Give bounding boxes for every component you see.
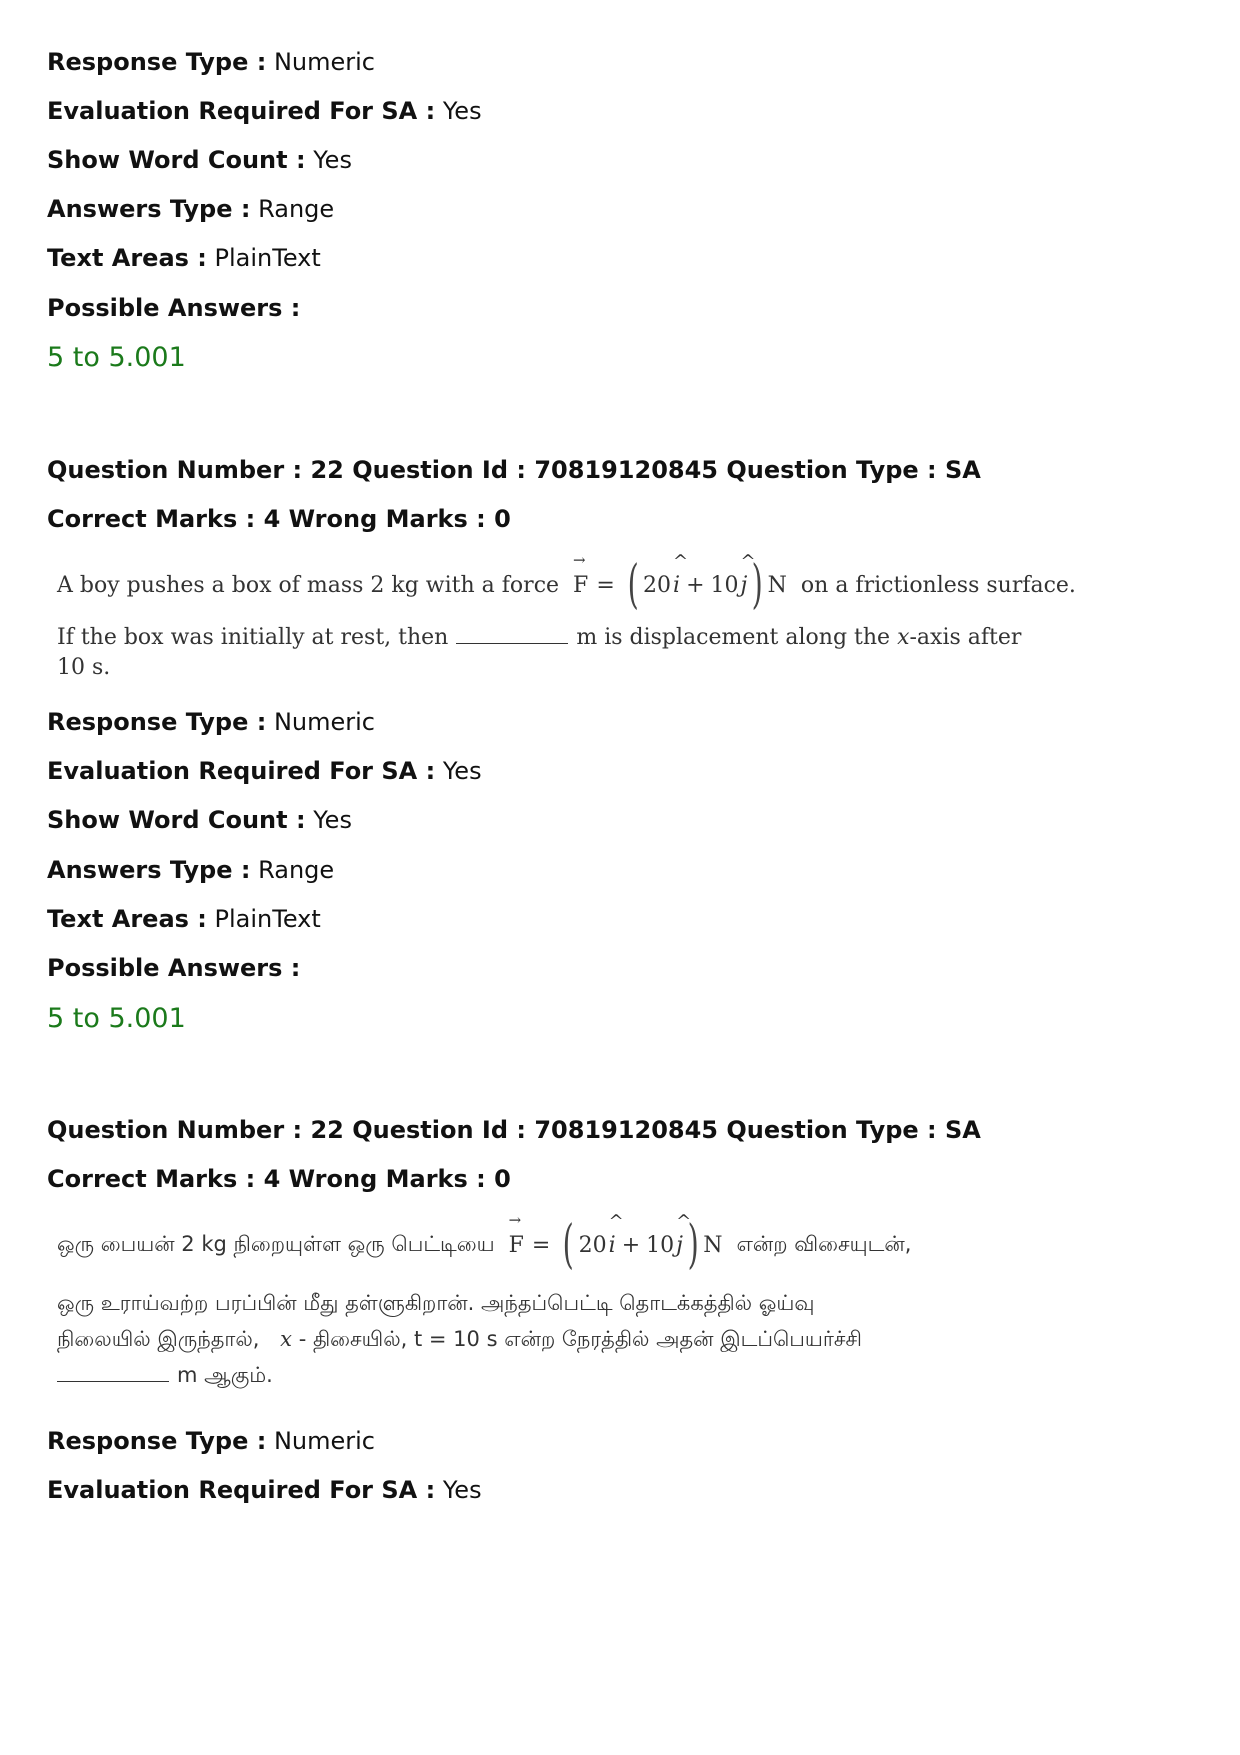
- question-text-segment: 10 s.: [57, 655, 111, 680]
- plus-sign: +: [621, 1232, 641, 1258]
- question-text-segment: ஒரு உராய்வற்ற பரப்பின் மீது தள்ளுகிறான். அந்தப்பெட்டி தொடக்கத்தில் ஓய்வு: [57, 1291, 815, 1315]
- unit-vector-symbol: i: [673, 572, 681, 598]
- question-line-3: [57, 655, 110, 680]
- field-value: PlainText: [214, 905, 321, 933]
- question-header-text: Question Number : 22 Question Id : 70819120845 Question Type : SA: [47, 456, 981, 484]
- answers-type-row: [47, 855, 334, 885]
- question-line-1: [57, 1210, 912, 1275]
- field-value: Yes: [442, 757, 482, 785]
- question-marks: [47, 1164, 511, 1194]
- question-text-segment: If the box was initially at rest, then: [57, 625, 449, 650]
- hat-mark: ^: [676, 1210, 692, 1232]
- unit-vector-symbol: j: [676, 1232, 683, 1258]
- question-text-segment: என்ற விசையுடன்,: [736, 1231, 912, 1256]
- field-value: Yes: [442, 1476, 482, 1504]
- question-text-segment: A boy pushes a box of mass 2 kg with a force: [57, 572, 560, 598]
- unit-vector-i: [673, 550, 689, 598]
- hat-mark: ^: [740, 550, 756, 572]
- text-areas-row: [47, 243, 321, 273]
- field-label: Show Word Count :: [47, 146, 306, 174]
- question-text-segment: நிலையில் இருந்தால்,: [57, 1327, 260, 1351]
- text-areas-row: [47, 904, 321, 934]
- field-label: Evaluation Required For SA :: [47, 757, 436, 785]
- field-value: Yes: [313, 146, 352, 174]
- vector-arrow: →: [573, 550, 586, 569]
- field-value: Range: [258, 195, 335, 223]
- field-value: Range: [258, 856, 335, 884]
- possible-answers-row: [47, 953, 300, 983]
- field-value: Yes: [442, 97, 482, 125]
- force-unit: N: [703, 1232, 723, 1258]
- axis-symbol: x: [280, 1327, 293, 1351]
- left-paren: (: [627, 555, 639, 615]
- field-value: Yes: [313, 806, 352, 834]
- unit-vector-j: [676, 1210, 692, 1258]
- unit-vector-i: [608, 1210, 624, 1258]
- vector-arrow: →: [508, 1210, 522, 1229]
- possible-answer-value: 5 to 5.001: [47, 342, 186, 373]
- response-type-row: [47, 47, 375, 77]
- hat-mark: ^: [608, 1210, 624, 1232]
- field-label: Evaluation Required For SA :: [47, 1476, 436, 1504]
- force-equation: [573, 550, 787, 615]
- equals-sign: =: [531, 1232, 551, 1258]
- field-label: Answers Type :: [47, 195, 251, 223]
- right-paren: ): [751, 555, 764, 615]
- hat-mark: ^: [673, 550, 689, 572]
- question-text-segment: m is displacement along the: [576, 625, 891, 650]
- question-line-3: [57, 1327, 862, 1354]
- question-text-segment: on a frictionless surface.: [800, 572, 1076, 598]
- show-word-count-row: [47, 805, 352, 835]
- force-unit: N: [767, 572, 787, 598]
- field-label: Possible Answers :: [47, 294, 301, 322]
- force-vector: [508, 1210, 524, 1258]
- question-line-2: [57, 625, 1021, 650]
- possible-answers-row: [47, 293, 300, 323]
- show-word-count-row: [47, 145, 352, 175]
- question-line-4: [57, 1363, 273, 1390]
- plus-sign: +: [686, 572, 705, 598]
- field-label: Answers Type :: [47, 856, 251, 884]
- field-label: Evaluation Required For SA :: [47, 97, 436, 125]
- left-paren: (: [562, 1215, 575, 1275]
- right-paren: ): [687, 1215, 699, 1275]
- field-label: Text Areas :: [47, 905, 207, 933]
- unit-vector-j: [740, 550, 756, 598]
- question-line-1: [57, 550, 1076, 615]
- question-text-segment: -axis after: [909, 625, 1022, 650]
- question-line-2: [57, 1291, 815, 1318]
- question-marks-text: Correct Marks : 4 Wrong Marks : 0: [47, 1165, 511, 1193]
- force-symbol: F: [508, 1232, 524, 1258]
- question-text-segment: ஒரு பையன் 2 kg நிறையுள்ள ஒரு பெட்டியை: [57, 1231, 495, 1256]
- evaluation-required-row: [47, 96, 482, 126]
- question-header-text: Question Number : 22 Question Id : 70819120845 Question Type : SA: [47, 1116, 981, 1144]
- field-label: Response Type :: [47, 48, 267, 76]
- evaluation-required-row: [47, 756, 482, 786]
- question-text-tamil: [47, 1210, 952, 1405]
- force-equation: [508, 1210, 723, 1275]
- force-vector: [573, 550, 589, 598]
- possible-answer-value: 5 to 5.001: [47, 1003, 186, 1034]
- field-value: PlainText: [214, 244, 321, 272]
- answer-blank: [456, 625, 568, 644]
- coef-i: 20: [643, 572, 672, 598]
- question-text-english: [47, 550, 1076, 685]
- coef-i: 20: [578, 1232, 607, 1258]
- question-text-segment: m ஆகும்.: [177, 1363, 273, 1387]
- response-type-row: [47, 1426, 375, 1456]
- question-marks-text: Correct Marks : 4 Wrong Marks : 0: [47, 505, 511, 533]
- question-marks: [47, 504, 511, 534]
- force-symbol: F: [573, 572, 589, 598]
- answers-type-row: [47, 194, 334, 224]
- field-value: Numeric: [273, 48, 375, 76]
- equals-sign: =: [596, 572, 615, 598]
- response-type-row: [47, 707, 375, 737]
- question-header: [47, 455, 981, 485]
- coef-j: 10: [646, 1232, 675, 1258]
- coef-j: 10: [710, 572, 739, 598]
- field-label: Show Word Count :: [47, 806, 306, 834]
- field-label: Response Type :: [47, 1427, 267, 1455]
- question-header: [47, 1115, 981, 1145]
- axis-symbol: x: [897, 625, 910, 650]
- evaluation-required-row: [47, 1475, 482, 1505]
- field-value: Numeric: [273, 708, 375, 736]
- field-label: Text Areas :: [47, 244, 207, 272]
- field-label: Response Type :: [47, 708, 267, 736]
- field-value: Numeric: [273, 1427, 375, 1455]
- question-text-segment: - திசையில், t = 10 s என்ற நேரத்தில் அதன் இடப்பெயர்ச்சி: [298, 1327, 862, 1351]
- answer-blank: [57, 1363, 169, 1382]
- unit-vector-symbol: j: [740, 572, 748, 598]
- unit-vector-symbol: i: [608, 1232, 616, 1258]
- field-label: Possible Answers :: [47, 954, 301, 982]
